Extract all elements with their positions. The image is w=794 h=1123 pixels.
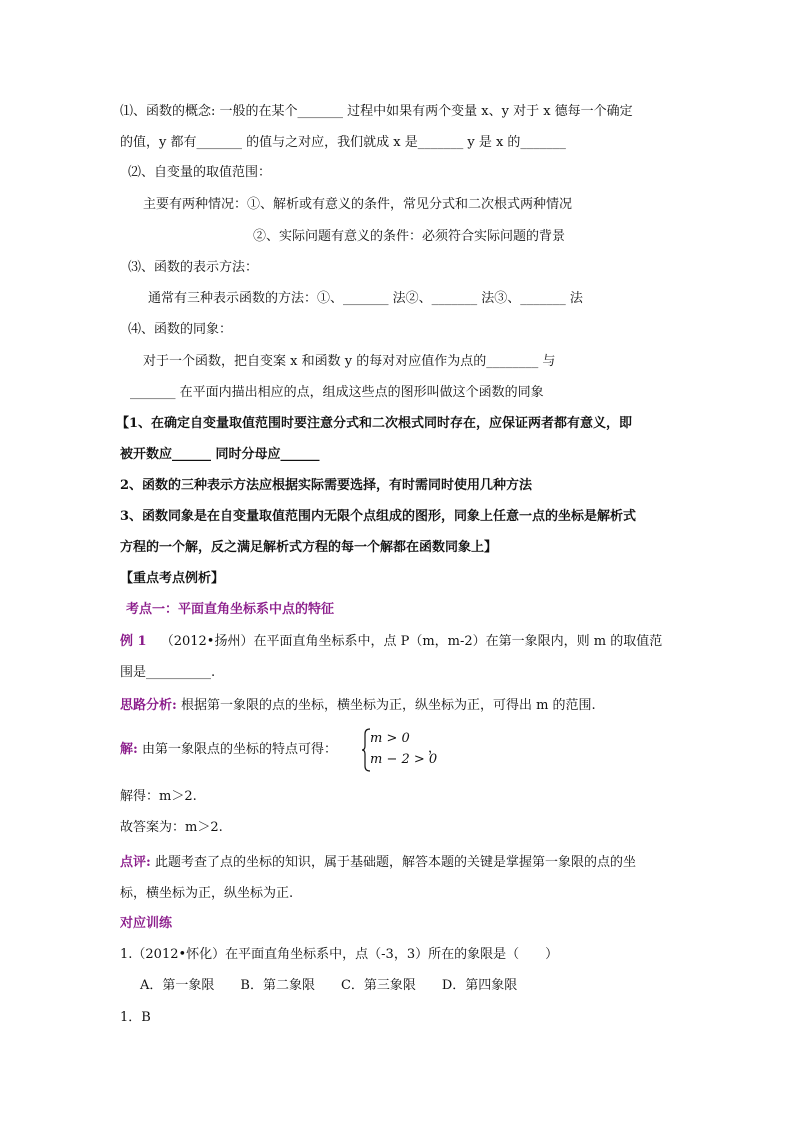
inequality-1: m > 0 xyxy=(370,731,410,746)
example-1-text: （2012•扬州）在平面直角坐标系中，点 P（m，m-2）在第一象限内，则 m 的取值范 xyxy=(160,634,663,649)
note-1-line2: 被开数应______ 同时分母应______ xyxy=(120,447,320,462)
solution-label: 解: xyxy=(120,742,138,757)
comment-label: 点评: xyxy=(120,855,151,870)
concept-definition-line1: ⑴、函数的概念: 一般的在某个_______ 过程中如果有两个变量 x、y 对于 x 德每一个确定 xyxy=(120,104,633,119)
solution-line xyxy=(120,740,337,760)
note-3-line2: 方程的一个解，反之满足解析式方程的每一个解都在函数同象上】 xyxy=(120,540,498,555)
system-comma: ， xyxy=(428,741,442,756)
key-points-heading: 【重点考点例析】 xyxy=(120,571,225,586)
key-point-1-heading: 考点一：平面直角坐标系中点的特征 xyxy=(126,602,335,617)
concept-definition-line2: 的值，y 都有_______ 的值与之对应，我们就成 x 是_______ y 是 x 的_______ xyxy=(120,135,566,150)
domain-case-2: ②、实际问题有意义的条件：必须符合实际问题的背景 xyxy=(253,229,566,244)
solution-result: 解得：m＞2. xyxy=(120,789,197,804)
graph-heading: ⑷、函数的同象： xyxy=(128,322,233,337)
comment-text: 此题考查了点的坐标的知识，属于基础题，解答本题的关键是掌握第一象限的点的坐 xyxy=(150,855,636,870)
graph-definition-line1: 对于一个函数，把自变案 x 和函数 y 的每对对应值作为点的________ 与 xyxy=(143,354,556,369)
example-label: 例 1 xyxy=(120,634,147,649)
inequality-system xyxy=(362,728,442,772)
note-1-line1: 【1、在确定自变量取值范围时要注意分式和二次根式同时存在，应保证两者都有意义，即 xyxy=(116,416,633,431)
practice-question-1: 1.（2012•怀化）在平面直角坐标系中，点（-3，3）所在的象限是（ ） xyxy=(120,947,559,962)
practice-question-1-options: A．第一象限 B．第二象限 C．第三象限 D．第四象限 xyxy=(140,978,518,993)
domain-case-1: 主要有两种情况：①、解析或有意义的条件，常见分式和二次根式两种情况 xyxy=(143,197,573,212)
analysis-label: 思路分析: xyxy=(120,698,177,713)
analysis-text: 根据第一象限的点的坐标，横坐标为正，纵坐标为正，可得出 m 的范围. xyxy=(176,698,596,713)
representation-heading: ⑶、函数的表示方法： xyxy=(128,260,259,275)
practice-answer-1: 1．B xyxy=(120,1010,151,1025)
answer-line: 故答案为：m＞2. xyxy=(120,820,223,835)
analysis-line xyxy=(120,696,596,716)
comment-line2: 标，横坐标为正，纵坐标为正. xyxy=(120,886,294,901)
note-3-line1: 3、函数同象是在自变量取值范围内无限个点组成的图形，同象上任意一点的坐标是解析式 xyxy=(120,509,637,524)
graph-definition-line2: _______ 在平面内描出相应的点，组成这些点的图形叫做这个函数的同象 xyxy=(130,385,544,400)
comment-line1 xyxy=(120,853,636,873)
note-2: 2、函数的三种表示方法应根据实际需要选择，有时需同时使用几种方法 xyxy=(120,478,533,493)
domain-heading: ⑵、自变量的取值范围： xyxy=(128,165,272,180)
practice-heading: 对应训练 xyxy=(120,916,173,931)
example-1-line2: 围是__________. xyxy=(120,665,216,680)
inequality-2: m − 2 > 0 xyxy=(370,752,438,767)
example-1-line1 xyxy=(120,632,662,652)
solution-text: 由第一象限点的坐标的特点可得： xyxy=(137,742,337,757)
representation-methods: 通常有三种表示函数的方法：①、_______ 法②、_______ 法③、_______ 法 xyxy=(148,291,583,306)
